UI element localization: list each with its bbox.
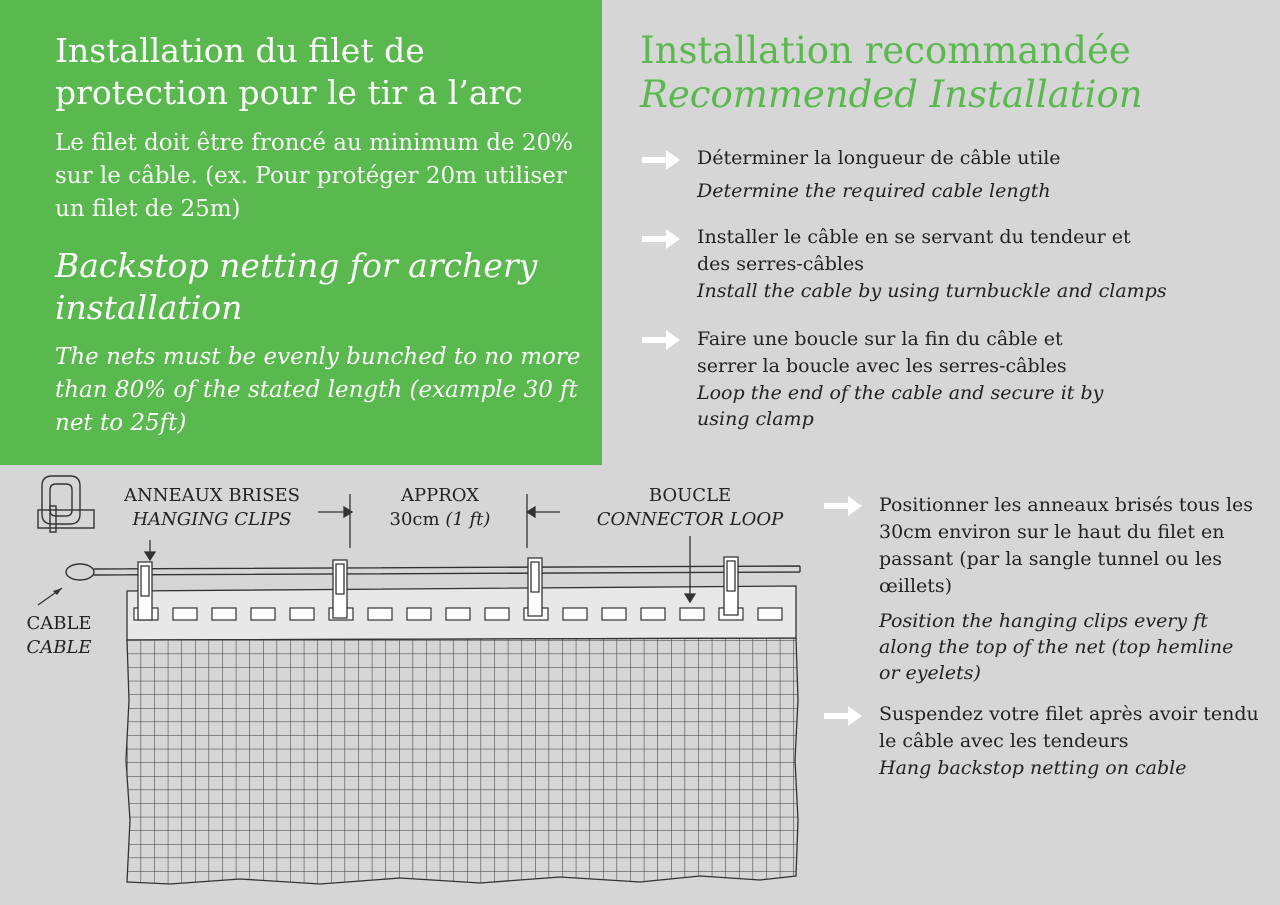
arrow-right-icon bbox=[822, 494, 864, 518]
hanging-clip-icon bbox=[38, 476, 94, 532]
step-3-fr: Faire une boucle sur la fin du câble et serrer la boucle avec les serres-câbles bbox=[697, 328, 1067, 377]
arrow-right-icon bbox=[640, 148, 682, 172]
step-3-en: Loop the end of the cable and secure it by using clamp bbox=[697, 382, 1104, 430]
label-cable-fr: CABLE bbox=[26, 613, 92, 634]
step-4-en: Position the hanging clips every ft along the top of the net (top hemline or eyelets) bbox=[879, 610, 1234, 684]
label-cable-en: CABLE bbox=[26, 637, 92, 658]
step-1 bbox=[697, 145, 1257, 204]
step-1-en: Determine the required cable length bbox=[697, 180, 1051, 202]
step-3 bbox=[697, 326, 1127, 432]
label-approx-value: 30cm bbox=[389, 509, 440, 530]
intro-text-fr: Le filet doit être froncé au minimum de 20% sur le câble. (ex. Pour protéger 20m utiliser un filet de 25m) bbox=[55, 130, 573, 222]
step-5-en: Hang backstop netting on cable bbox=[879, 757, 1187, 779]
label-approx-fr: APPROX bbox=[400, 485, 480, 506]
step-5-fr: Suspendez votre filet après avoir tendu le câble avec les tendeurs bbox=[879, 703, 1259, 752]
title-en: Backstop netting for archery installation bbox=[55, 246, 538, 327]
label-loop-fr: BOUCLE bbox=[648, 485, 732, 506]
step-1-fr: Déterminer la longueur de câble utile bbox=[697, 147, 1061, 169]
step-5 bbox=[879, 701, 1259, 781]
arrow-right-icon bbox=[640, 328, 682, 352]
step-4-fr: Positionner les anneaux brisés tous les 30cm environ sur le haut du filet en passant (par la sangle tunnel ou les œillets) bbox=[879, 494, 1254, 597]
intro-text-en: The nets must be evenly bunched to no more than 80% of the stated length (example 30 ft net to 25ft) bbox=[55, 344, 581, 436]
diagram-pointers bbox=[145, 494, 695, 602]
recommended-title-fr: Installation recommandée bbox=[640, 29, 1131, 72]
label-clips-en: HANGING CLIPS bbox=[132, 509, 292, 530]
step-4 bbox=[879, 492, 1259, 686]
label-approx-en: (1 ft) bbox=[445, 509, 491, 530]
step-2 bbox=[697, 224, 1257, 304]
net-mesh bbox=[126, 638, 798, 884]
title-fr: Installation du filet de protection pour le tir a l’arc bbox=[55, 31, 523, 112]
label-clips-fr: ANNEAUX BRISES bbox=[123, 485, 301, 506]
arrow-right-icon bbox=[640, 227, 682, 251]
recommended-title-en: Recommended Installation bbox=[640, 73, 1143, 116]
label-loop-en: CONNECTOR LOOP bbox=[596, 509, 784, 530]
step-2-fr: Installer le câble en se servant du tendeur et des serres-câbles bbox=[697, 226, 1131, 275]
net-eyelets bbox=[134, 608, 782, 620]
net-diagram bbox=[0, 465, 820, 905]
step-2-en: Install the cable by using turnbuckle and clamps bbox=[697, 280, 1167, 302]
arrow-right-icon bbox=[822, 704, 864, 728]
